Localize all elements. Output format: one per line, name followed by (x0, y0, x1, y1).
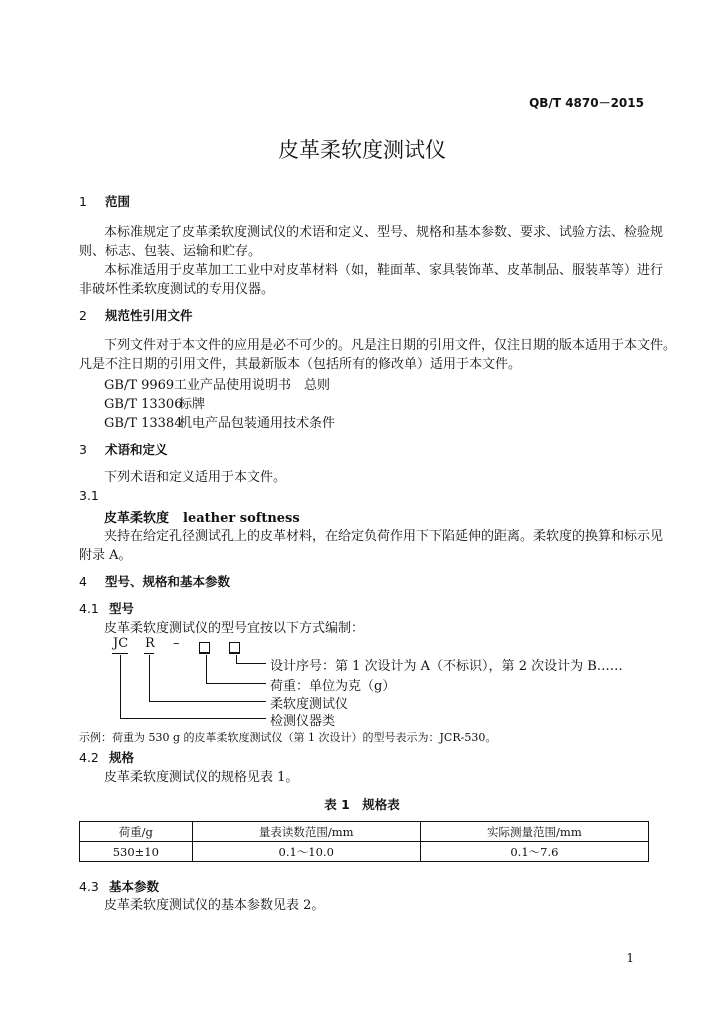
reference-item (104, 374, 330, 393)
reference-item (104, 393, 205, 412)
subsection-number: 3.1 (79, 488, 99, 503)
section-number: 1 (79, 194, 87, 209)
paragraph: 凡是不注日期的引用文件，其最新版本（包括所有的修改单）适用于本文件。 (79, 357, 522, 372)
definition: 附录 A。 (79, 548, 132, 563)
paragraph: 下列术语和定义适用于本文件。 (104, 470, 287, 485)
subsection-number: 4.2 (79, 750, 99, 765)
paragraph: 非破坏性柔软度测试的专用仪器。 (79, 282, 275, 297)
term-english: leather softness (183, 511, 300, 526)
table-cell: 0.1～7.6 (420, 842, 648, 862)
table-header-row (80, 822, 649, 842)
reference-title: 工业产品使用说明书 总则 (174, 378, 331, 393)
subsection-4-3-heading (79, 877, 159, 895)
section-number: 4 (79, 574, 87, 589)
reference-code: GB/T 13306 (104, 397, 183, 412)
reference-title: 标牌 (179, 397, 206, 412)
section-1-heading (79, 192, 130, 210)
table-header-cell: 荷重/g (80, 822, 193, 842)
code-label-category: 检测仪器类 (270, 714, 336, 729)
standard-number: QB/T 4870－2015 (529, 96, 644, 110)
paragraph: 下列文件对于本文件的应用是必不可少的。凡是注日期的引用文件，仅注日期的版本适用于本文件。 (104, 338, 677, 353)
page-number: 1 (626, 951, 634, 965)
section-number: 3 (79, 442, 87, 457)
reference-item (104, 412, 335, 431)
subsection-number: 4.1 (79, 601, 99, 616)
subsection-title: 型号 (109, 601, 135, 616)
paragraph: 皮革柔软度测试仪的基本参数见表 2。 (104, 898, 325, 913)
section-title: 型号、规格和基本参数 (105, 574, 231, 589)
subsection-4-1-heading (79, 599, 134, 617)
subsection-title: 规格 (109, 750, 135, 765)
definition: 夹持在给定孔径测试孔上的皮革材料，在给定负荷作用下下陷延伸的距离。柔软度的换算和标示见 (104, 529, 664, 544)
section-title: 范围 (105, 194, 131, 209)
paragraph: 皮革柔软度测试仪的型号宜按以下方式编制： (104, 621, 365, 636)
table-header-cell: 量表读数范围/mm (192, 822, 420, 842)
spec-table (79, 821, 649, 862)
paragraph: 本标准适用于皮革加工工业中对皮革材料（如，鞋面革、家具装饰革、皮革制品、服装革等）进行 (104, 263, 664, 278)
reference-code: GB/T 9969 (104, 378, 175, 393)
table-header-cell: 实际测量范围/mm (420, 822, 648, 842)
paragraph: 皮革柔软度测试仪的规格见表 1。 (104, 770, 299, 785)
subsection-4-2-heading (79, 748, 134, 766)
reference-code: GB/T 13384 (104, 416, 183, 431)
section-3-heading (79, 440, 168, 458)
code-label-load: 荷重：单位为克（g） (270, 679, 396, 694)
model-code-dash: – (173, 636, 180, 651)
code-label-design-number: 设计序号：第 1 次设计为 A（不标识），第 2 次设计为 B…… (270, 659, 623, 674)
section-2-heading (79, 306, 193, 324)
term (104, 507, 300, 526)
code-label-instrument: 柔软度测试仪 (270, 697, 349, 712)
table-cell: 0.1～10.0 (192, 842, 420, 862)
model-code-jc: JC (113, 636, 129, 651)
subsection-title: 基本参数 (109, 879, 160, 894)
paragraph: 则、标志、包装、运输和贮存。 (79, 244, 262, 259)
model-code-r: R (145, 636, 155, 651)
table-row (80, 842, 649, 862)
table-caption: 表 1 规格表 (324, 797, 400, 812)
document-title: 皮革柔软度测试仪 (278, 138, 446, 162)
paragraph: 本标准规定了皮革柔软度测试仪的术语和定义、型号、规格和基本参数、要求、试验方法、检验规 (104, 225, 664, 240)
section-title: 术语和定义 (105, 442, 168, 457)
section-number: 2 (79, 308, 87, 323)
example-note: 示例：荷重为 530 g 的皮革柔软度测试仪（第 1 次设计）的型号表示为：JCR-530。 (79, 731, 497, 744)
table-cell: 530±10 (80, 842, 193, 862)
reference-title: 机电产品包装通用技术条件 (179, 416, 336, 431)
subsection-number: 4.3 (79, 879, 99, 894)
section-4-heading (79, 572, 230, 590)
section-title: 规范性引用文件 (105, 308, 193, 323)
term-chinese: 皮革柔软度 (104, 511, 170, 526)
